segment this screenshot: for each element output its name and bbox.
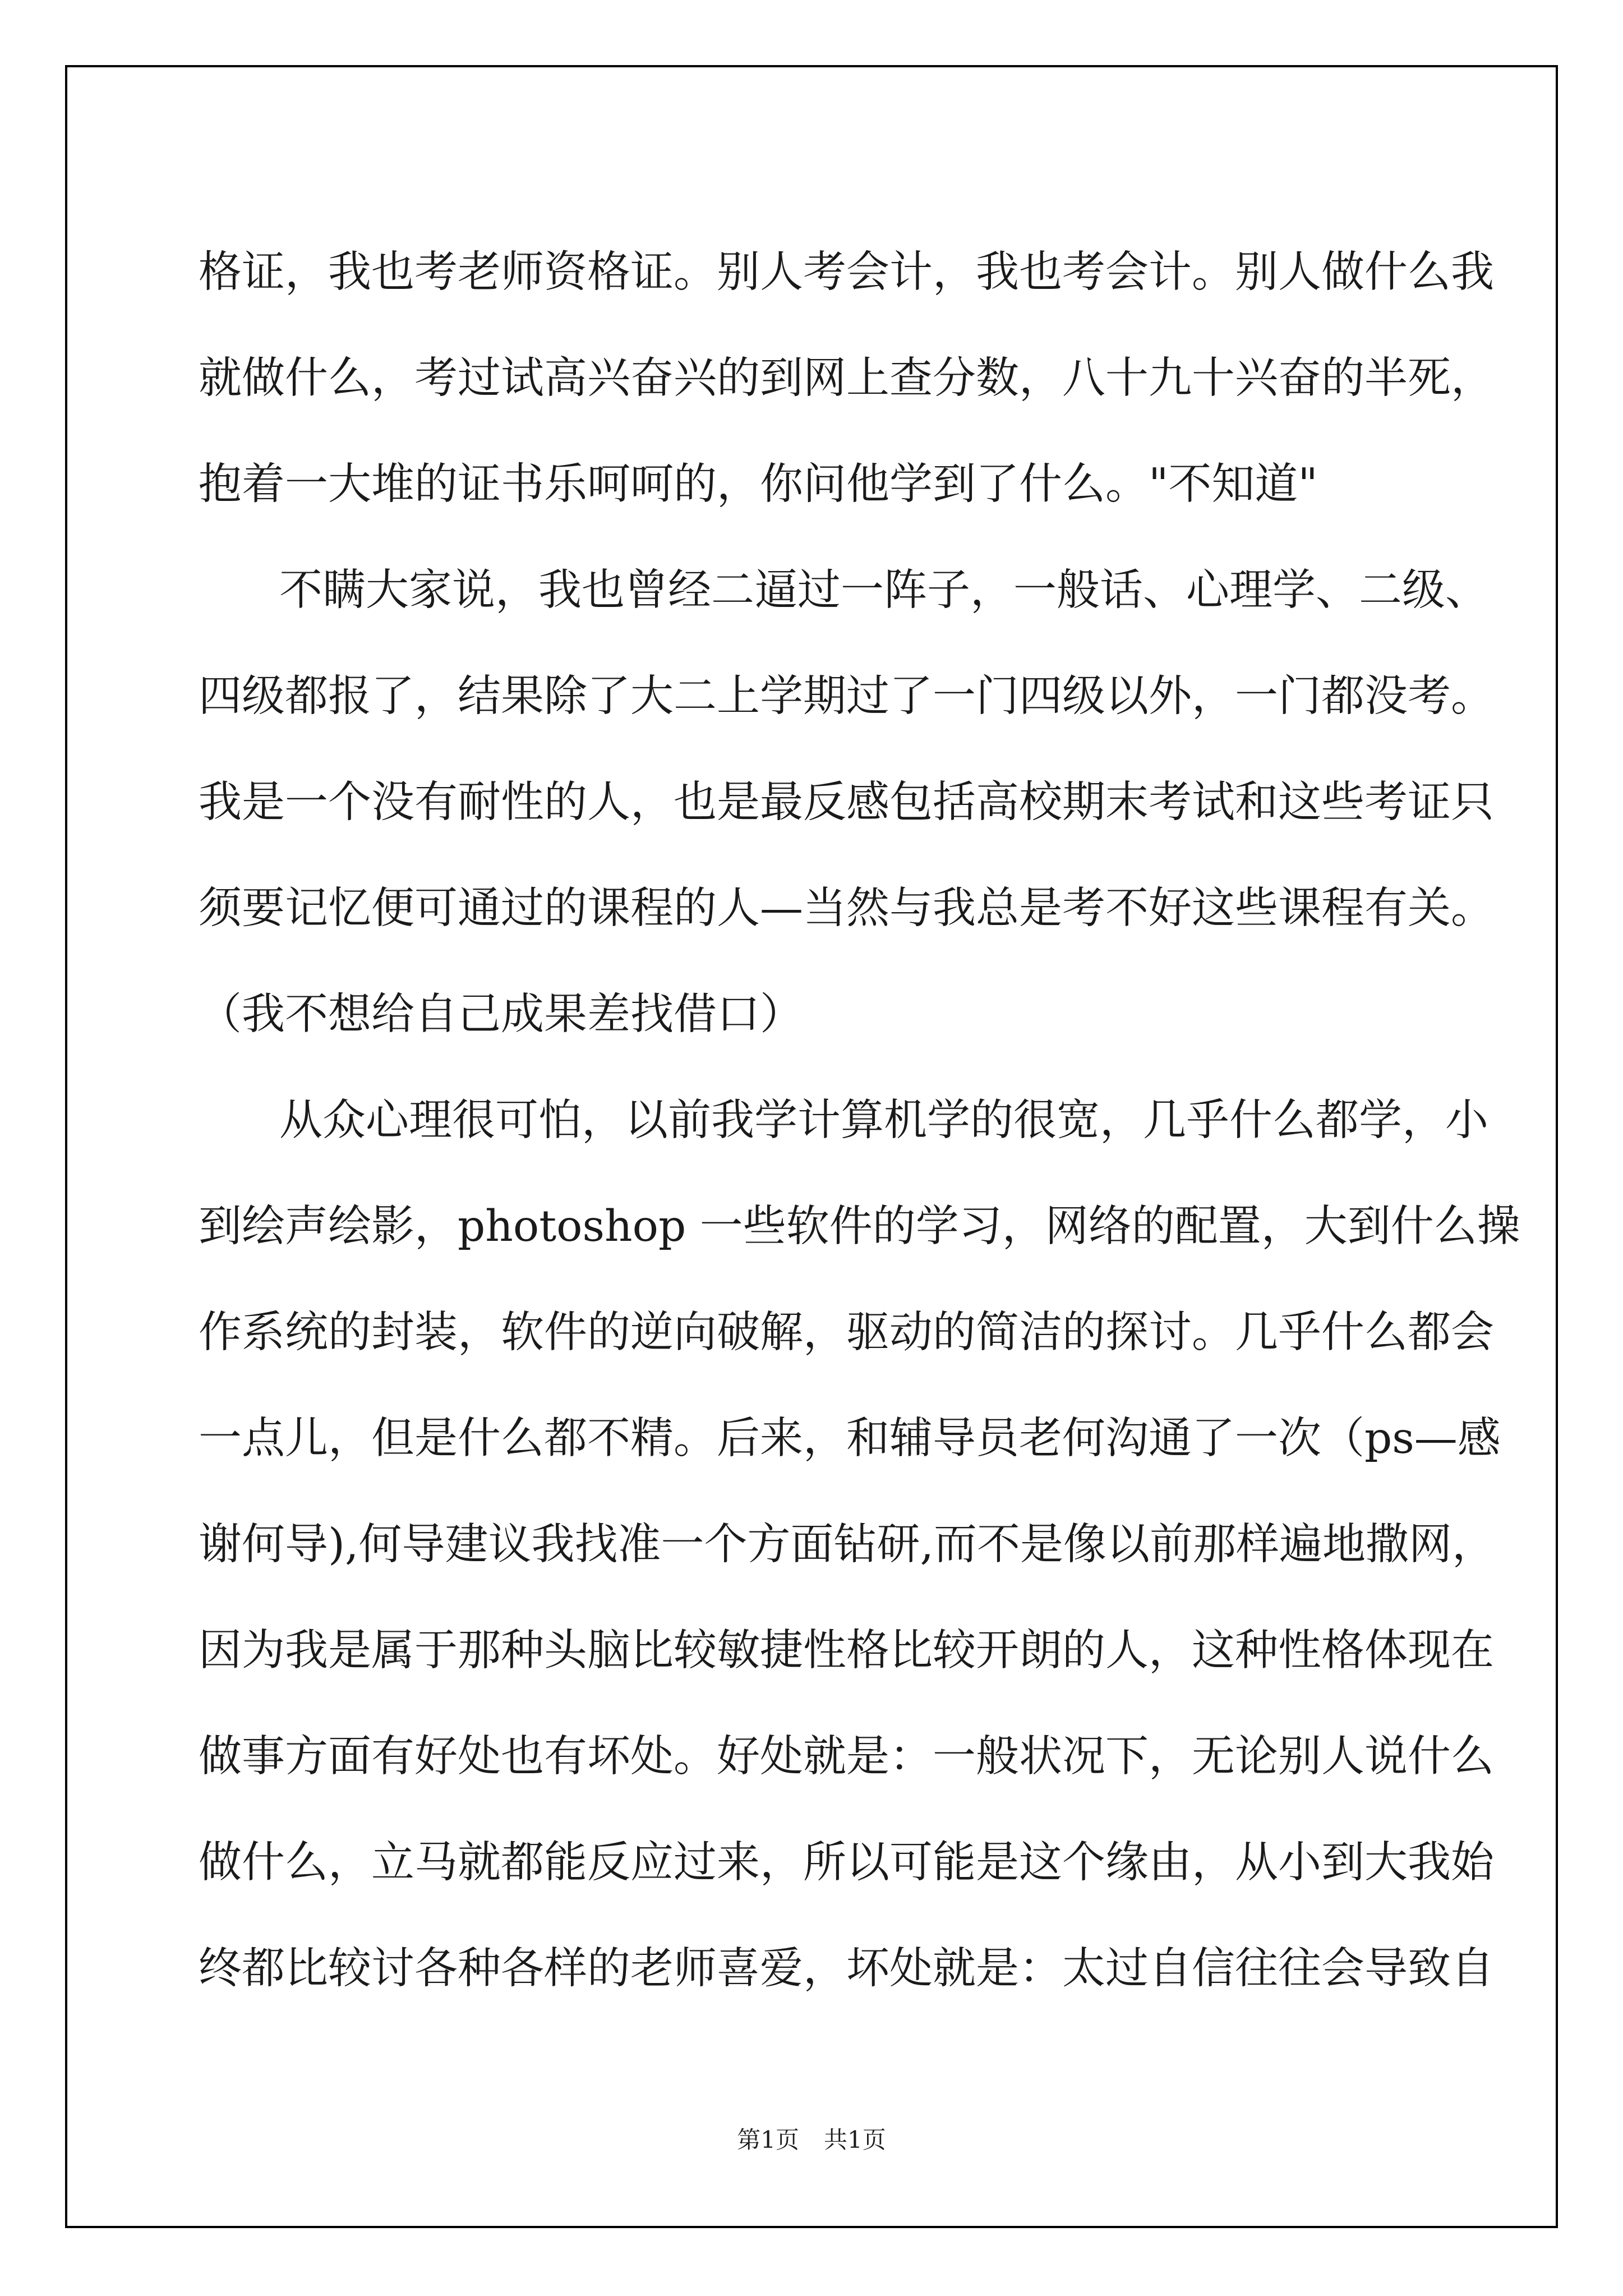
text-line: 因为我是属于那种头脑比较敏捷性格比较开朗的人，这种性格体现在 xyxy=(199,1626,1494,1676)
text-line: 终都比较讨各种各样的老师喜爱，坏处就是：太过自信往往会导致自 xyxy=(199,1944,1494,1994)
text-line: 做事方面有好处也有坏处。好处就是：一般状况下，无论别人说什么 xyxy=(199,1732,1494,1782)
text-line: 格证，我也考老师资格证。别人考会计，我也考会计。别人做什么我 xyxy=(199,247,1494,297)
text-line: 到绘声绘影，photoshop 一些软件的学习，网络的配置，大到什么操 xyxy=(199,1202,1520,1251)
text-line: 我是一个没有耐性的人，也是最反感包括高校期末考试和这些考证只 xyxy=(199,777,1494,827)
text-line: 作系统的封装，软件的逆向破解，驱动的简洁的探讨。几乎什么都会 xyxy=(199,1308,1494,1358)
text-line: 就做什么，考过试高兴奋兴的到网上查分数，八十九十兴奋的半死， xyxy=(199,353,1494,403)
text-line: 一点儿，但是什么都不精。后来，和辅导员老何沟通了一次（ps—感 xyxy=(199,1414,1501,1464)
text-line: 谢何导),何导建议我找准一个方面钻研,而不是像以前那样遍地撒网， xyxy=(199,1520,1495,1570)
page-footer xyxy=(0,2123,1623,2157)
text-line: 四级都报了，结果除了大二上学期过了一门四级以外，一门都没考。 xyxy=(199,671,1494,721)
page-number-current: 第1页 xyxy=(737,2126,799,2154)
text-line: 不瞒大家说，我也曾经二逼过一阵子，一般话、心理学、二级、 xyxy=(279,565,1488,615)
page-number-total: 共1页 xyxy=(824,2126,886,2154)
text-line: 抱着一大堆的证书乐呵呵的，你问他学到了什么。"不知道" xyxy=(199,459,1318,509)
document-body xyxy=(199,219,1520,2022)
text-line: 须要记忆便可通过的课程的人—当然与我总是考不好这些课程有关。 xyxy=(199,884,1494,933)
text-line: 从众心理很可怕，以前我学计算机学的很宽，几乎什么都学，小 xyxy=(279,1096,1488,1145)
text-line: 做什么，立马就都能反应过来，所以可能是这个缘由，从小到大我始 xyxy=(199,1838,1494,1888)
text-line: （我不想给自己成果差找借口） xyxy=(199,990,803,1039)
